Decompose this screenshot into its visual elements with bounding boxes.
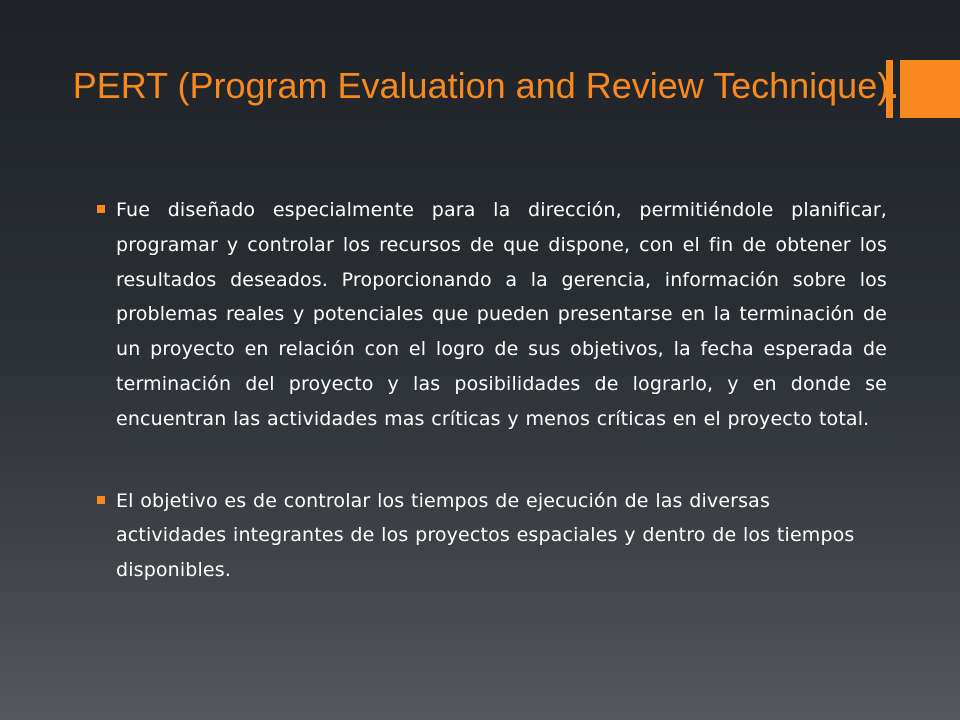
bullet-text: El objetivo es de controlar los tiempos de ejecución de las diversas actividades integrantes de los proyectos espaciales y dentro de los tiempos disponibles. — [116, 489, 855, 582]
bullet-text: Fue diseñado especialmente para la dirección, permitiéndole planificar, programar y controlar los recursos de que dispone, con el fin de obtener los resultados deseados. Proporcionando a la gerencia, información sobre los problemas reales y potenciales que pueden presentarse en la terminación de un proyecto en relación con el logro de sus objetivos, la fecha esperada de terminación del proyecto y las posibilidades de lograrlo, y en donde se encuentran las actividades mas críticas y menos críticas en el proyecto total. — [116, 199, 887, 430]
bullet-item-design — [97, 193, 887, 437]
square-bullet-icon — [97, 496, 105, 504]
slide-body — [97, 193, 887, 588]
square-bullet-icon — [97, 205, 105, 213]
slide-title: PERT (Program Evaluation and Review Technique). — [72, 65, 900, 106]
bullet-item-objective — [97, 484, 887, 588]
